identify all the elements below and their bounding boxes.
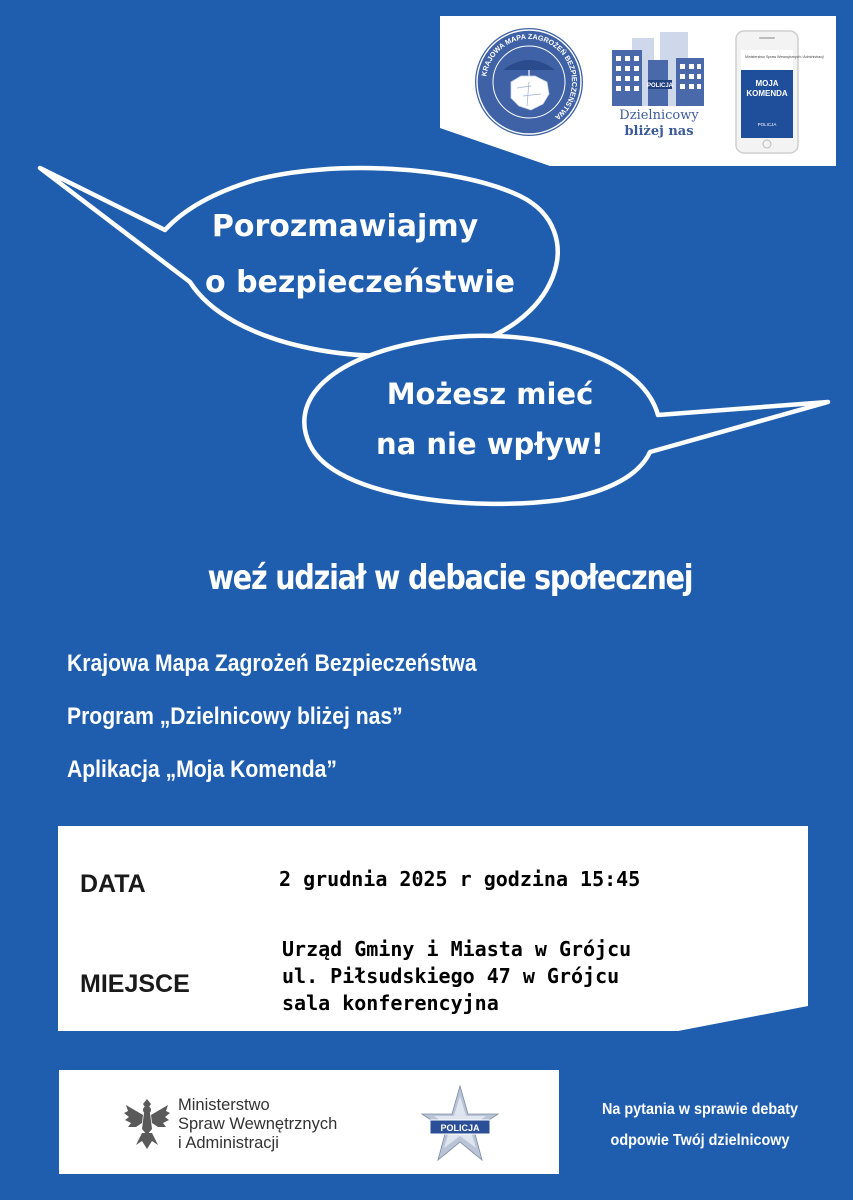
place-line3: sala konferencyjna (282, 991, 499, 1015)
bubble-1-line2: o bezpieczeństwie (205, 265, 515, 300)
ministry-line2: Spraw Wewnętrznych (178, 1115, 338, 1133)
eagle-emblem-icon (122, 1095, 172, 1153)
phone-ministry-text: Ministerstwo Spraw Wewnętrznych i Administracji (745, 55, 824, 59)
dzielnicowy-line2: bliżej nas (624, 124, 694, 139)
place-line2: ul. Piłsudskiego 47 w Grójcu (282, 964, 620, 988)
bubble-1-line1: Porozmawiajmy (211, 209, 479, 244)
call-to-action-heading: weź udział w debacie społecznej (207, 558, 693, 598)
program-item-3: Aplikacja „Moja Komenda” (67, 756, 337, 783)
date-label: DATA (80, 870, 146, 898)
speech-bubble-1 (40, 168, 558, 356)
dzielnicowy-line1: Dzielnicowy (619, 108, 699, 123)
speech-bubble-2 (304, 336, 828, 504)
moja-komenda-title-1: MOJA (755, 79, 779, 88)
police-star-icon (418, 1084, 502, 1168)
bubble-2-line1: Możesz mieć (386, 377, 594, 411)
police-badge-text: POLICJA (440, 1123, 480, 1133)
date-value: 2 grudnia 2025 r godzina 15:45 (279, 867, 641, 891)
moja-komenda-title-2: KOMENDA (746, 89, 788, 98)
ministry-line3: i Administracji (178, 1134, 279, 1152)
footer-note-line1: Na pytania w sprawie debaty (601, 1101, 799, 1118)
program-item-1: Krajowa Mapa Zagrożeń Bezpieczeństwa (67, 650, 477, 677)
footer-note-line2: odpowie Twój dzielnicowy (610, 1132, 790, 1149)
police-sign-text: POLICJA (646, 83, 674, 89)
program-item-2: Program „Dzielnicowy bliżej nas” (67, 703, 403, 730)
ministry-line1: Ministerstwo (178, 1096, 270, 1114)
place-label: MIEJSCE (80, 970, 190, 998)
phone-footer-text: POLICJA (757, 122, 777, 127)
place-line1: Urząd Gminy i Miasta w Grójcu (282, 937, 632, 961)
bubble-2-line2: na nie wpływ! (376, 427, 604, 461)
kmzb-ring-text: KRAJOWA MAPA ZAGROŻEŃ BEZPIECZEŃSTWA (479, 31, 580, 123)
